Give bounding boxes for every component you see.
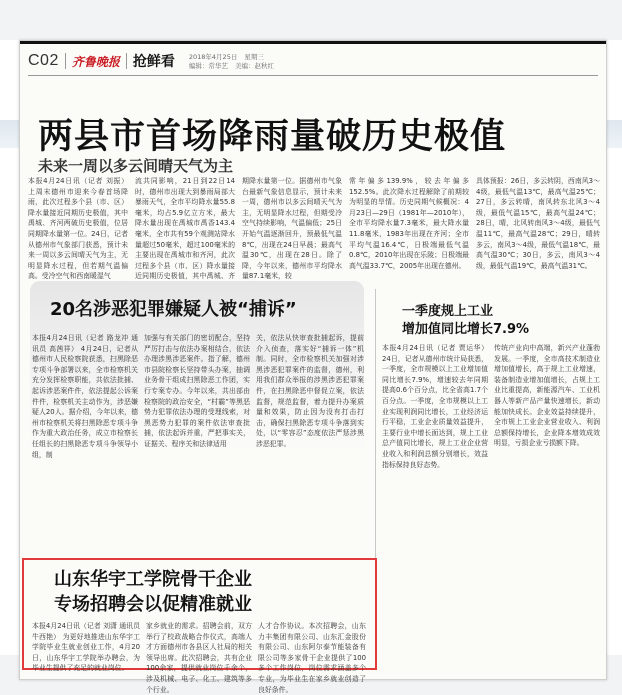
meta-staff-row — [189, 62, 279, 70]
story4-title-line2: 专场招聘会以促精准就业 — [54, 594, 252, 615]
story4-column-3: 人才合作协议。本次招聘会，山东力丰集团有限公司、山东汇金股份有限公司、山东阿尔泰节能装备有限公司等多家骨干企业提供了100多个工作岗位，岗位需求涵盖多个专业，为毕业生在家乡就业创造了良好条件。 — [258, 622, 366, 694]
page-number: C02 — [28, 52, 59, 69]
story2-title: 20名涉恶犯罪嫌疑人被“捕诉” — [50, 299, 297, 320]
story3-column-1: 本报4月24日讯（记者 贾运华） 24日，记者从德州市统计局获悉，一季度，全市规模以上工业增加值同比增长7.9%，增速较去年同期提高0.6个百分点，比全省高1.7个百分点。一季度，全市规模以上工业实现利润同比增长，工业经济运行平稳，工业企业质量效益提升，主要行业中增长面达到，规上工业总产值同比增长，规上工业企业营业收入和利润总额分别增长，效益指标保持良好态势。 — [382, 344, 488, 469]
background-band-top — [0, 0, 622, 40]
issue-weekday: 星期三 — [244, 52, 264, 61]
lead-subheadline: 未来一周以多云间晴天气为主 — [38, 157, 234, 175]
newspaper-logo: 齐鲁晚报 — [71, 54, 120, 69]
issue-meta — [189, 53, 279, 70]
story2-column-3: 关，依法从快审查批捕起诉，提前介入侦查，落实好“捕诉一体”机制。同时，全市检察机关加强对涉黑涉恶犯罪案件的监督，德州，利用我们群众举报的涉黑涉恶犯罪案件，在扫黑除恶中督促立案，依法监督，规范监督，着力提升办案质量和效果，防止因为没有打击打击，确保扫黑除恶专项斗争落到实处，以“零容忍”态度依法严惩涉黑涉恶犯罪。 — [256, 334, 364, 448]
designer-credit: 美编：赵秋红 — [234, 61, 274, 70]
lead-column-2: 流共同影响，21日到22日14时，德州市出现大到暴雨局部大暴雨天气，全市平均降水量55.8毫米，均占5.9亿立方米，最大降水量出现在禹城市禹香143.4毫米，全市共有59个观测站降水量超过50毫米，超过100毫米的主要出现在禹城市和齐河，此次过程多个县（市、区）降水量接近同期历史极值，其中禹城、齐 — [135, 177, 235, 281]
lead-column-1: 本报4月24日讯（记者 刘振） 上周末德州市迎来今春首场降雨，此次过程多个县（市、区）降水量接近同期历史极值，其中禹城、齐河两破历史极值，位居同期降水量第一位。24日，记者从德州市气象部门获悉，预计未来一周以多云间晴天气为主，无明显降水过程，但若期气温偏高。受冷空气和西南暖湿气 — [28, 177, 128, 281]
story3-title-line1: 一季度规上工业 — [402, 304, 494, 319]
story4-column-2: 家乡就业的需求。招聘会前，双方举行了校政战略合作仪式，高端人才方面德州市各县区人社局的相关领导出席。此次招聘会，共有企业100余家，提供就业岗位千余个，涉及机械、电子、化工、建筑等多个行业。 — [146, 622, 252, 694]
story3-column-2: 传统产业向中高端，新兴产业蓬勃发展。一季度，全市高技术制造业增加值增长，高于规上工业增速，装备制造业增加值增长，占规上工业比重提高，新能源汽车、工业机器人等新产品产量快速增长，新动能加快成长。企业效益持续提升，全市规上工业企业营业收入、利润总额保持增长，企业降本增效成效明显，亏损企业亏损额下降。 — [494, 344, 600, 448]
story2-column-1: 本报4月24日讯（记者 路龙冲 通讯员 高茜祥） 4月24日，记者从德州市人民检察院获悉，扫黑除恶专项斗争部署以来，全市检察机关充分发挥检察职能，共依法批捕、起诉涉恶案件件，依法提起公诉案件件，检察机关主动作为，涉恶嫌疑人20人。据介绍，今年以来，德州市检察机关将扫黑除恶专项斗争作为重大政治任务，成立市检察长任组长的扫黑除恶专项斗争领导小组，制 — [32, 334, 138, 459]
page-top-bar — [20, 41, 606, 44]
header-rule — [28, 75, 598, 76]
editor-credit: 编辑：常华艺 — [188, 61, 228, 70]
story4-column-1: 本报4月24日讯（记者 刘潇 通讯员 牛西艳） 为更好地推进山东华宇工学院毕业生就业创业工作，4月20日，山东华宇工学院举办聘会，为毕业生提供了充足的就业岗位。 — [32, 622, 140, 673]
story4-title-line1: 山东华宇工学院骨干企业 — [54, 569, 252, 590]
header-divider — [65, 53, 66, 69]
section-title: 抢鲜看 — [132, 54, 175, 70]
story2-column-2: 加强与有关部门的密切配合，坚持严厉打击与依法办案相结合，依法办理涉黑涉恶案件。指了解，德州市县院检察长坚持带头办案，抽调业务骨干组成扫黑除恶工作团，实行专案专办。今年以来，共出部由检察院的政治安全，“村霸”等黑恶势力犯罪依法办理的受理线索，对黑恶势力犯罪的案件依法审查批捕，依法起诉并重，严把事实关，证据关、程序关和法律适用 — [144, 334, 250, 448]
lead-column-3: 期降水量第一位。据德州市气象台最新气象信息显示，预计未来一周，德州市以多云间晴天气为主，无明显降水过程，但期受冷空气持续影响，气温偏低；25日开始气温逐渐回升，预最低气温8℃，出现在24日早晨；最高气温30℃，出现在28日。除了降，今年以来，德州市平均降水量87.1毫米，较 — [242, 177, 342, 281]
newspaper-page — [19, 40, 607, 694]
issue-date: 2018年4月25日 — [188, 52, 238, 61]
lead-column-4: 常年偏多139.9%，较去年偏多152.5%。此次降水过程解除了前期较为明显的旱情。历史同期气候概况：4月23日—29日（1981年—2010年），全市平均降水量7.3毫米，最大降水量11.8毫米，1983年出现在齐河；全市平均气温16.4℃，日极端最低气温0.8℃，2010年出现在乐陵；日极端最高气温33.7℃，2005年出现在德州。 — [349, 177, 469, 270]
lead-column-5: 具体预报：26日，多云转阴，西南风3～4级，最低气温13℃，最高气温25℃；27日，多云转晴，南风转东北风3～4级，最低气温15℃，最高气温24℃；28日，晴，北风转南风3～4级，最低气温11℃，最高气温28℃；29日，晴转多云，南风3～4级，最低气温18℃，最高气温30℃；30日，多云，南风3～4级，最低气温19℃，最高气温31℃。 — [476, 177, 600, 270]
meta-date-row — [189, 53, 279, 61]
lead-headline: 两县市首场降雨量破历史极值 — [38, 117, 507, 157]
header-divider — [126, 53, 127, 69]
story3-title-line2: 增加值同比增长7.9% — [402, 322, 530, 337]
page-header — [28, 50, 279, 72]
